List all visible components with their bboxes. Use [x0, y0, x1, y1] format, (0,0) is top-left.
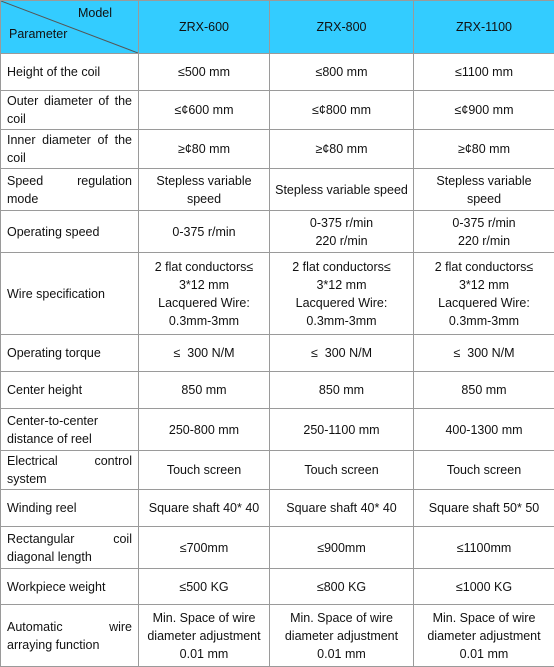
cell-line: ≤800 KG [274, 578, 409, 596]
cell-line: 220 r/min [418, 232, 550, 250]
cell-line: 0.01 mm [418, 645, 550, 663]
row-label: Automatic wire arraying function [1, 605, 139, 667]
cell-zrx-1100 [414, 335, 554, 372]
cell-line: 2 flat conductors≤ [274, 258, 409, 276]
header-row [1, 1, 554, 54]
row-label: Operating torque [1, 335, 139, 372]
cell-line: Touch screen [418, 461, 550, 479]
cell-line: ≤1000 KG [418, 578, 550, 596]
cell-line: diameter adjustment [274, 627, 409, 645]
row-operating-speed [1, 211, 554, 253]
row-inner-diameter [1, 130, 554, 169]
row-height-of-coil [1, 54, 554, 91]
cell-zrx-600 [139, 91, 270, 130]
cell-line: 0-375 r/min [143, 223, 265, 241]
cell-line: diameter adjustment [143, 627, 265, 645]
row-label: Wire specification [1, 253, 139, 335]
cell-zrx-800 [270, 451, 414, 490]
cell-line: 0-375 r/min [274, 214, 409, 232]
cell-line: ≤¢800 mm [274, 101, 409, 119]
cell-line: Stepless variable [143, 172, 265, 190]
cell-line: 0.01 mm [274, 645, 409, 663]
cell-zrx-600 [139, 527, 270, 569]
cell-zrx-1100 [414, 409, 554, 451]
cell-line: Min. Space of wire [274, 609, 409, 627]
row-label: Center height [1, 372, 139, 409]
cell-line: speed [418, 190, 550, 208]
cell-line: 400-1300 mm [418, 421, 550, 439]
cell-line: 3*12 mm [143, 276, 265, 294]
cell-line: ≤800 mm [274, 63, 409, 81]
cell-zrx-800 [270, 253, 414, 335]
cell-line: 850 mm [274, 381, 409, 399]
cell-line: Touch screen [274, 461, 409, 479]
cell-line: Square shaft 50* 50 [418, 499, 550, 517]
row-center-height [1, 372, 554, 409]
row-wire-specification [1, 253, 554, 335]
cell-line: ≤900mm [274, 539, 409, 557]
row-outer-diameter [1, 91, 554, 130]
cell-line: 850 mm [143, 381, 265, 399]
row-speed-regulation-mode [1, 169, 554, 211]
cell-zrx-1100 [414, 130, 554, 169]
cell-line: ≥¢80 mm [274, 140, 409, 158]
row-label: Center-to-center distance of reel [1, 409, 139, 451]
row-label: Speed regulation mode [1, 169, 139, 211]
cell-zrx-1100 [414, 490, 554, 527]
cell-line: ≤500 KG [143, 578, 265, 596]
cell-zrx-1100 [414, 169, 554, 211]
cell-zrx-600 [139, 372, 270, 409]
cell-zrx-600 [139, 130, 270, 169]
cell-line: ≤¢900 mm [418, 101, 550, 119]
cell-line: ≤ 300 N/M [274, 344, 409, 362]
row-label: Winding reel [1, 490, 139, 527]
cell-line: 2 flat conductors≤ [143, 258, 265, 276]
cell-line: 0.3mm-3mm [418, 312, 550, 330]
header-parameter-label: Parameter [9, 25, 67, 43]
cell-line: ≤¢600 mm [143, 101, 265, 119]
cell-zrx-600 [139, 169, 270, 211]
row-workpiece-weight [1, 569, 554, 605]
cell-zrx-1100 [414, 253, 554, 335]
cell-zrx-800 [270, 527, 414, 569]
cell-line: 2 flat conductors≤ [418, 258, 550, 276]
cell-line: Min. Space of wire [418, 609, 550, 627]
cell-zrx-600 [139, 409, 270, 451]
cell-line: Stepless variable [418, 172, 550, 190]
cell-zrx-800 [270, 169, 414, 211]
cell-zrx-1100 [414, 372, 554, 409]
cell-line: 220 r/min [274, 232, 409, 250]
cell-zrx-600 [139, 335, 270, 372]
cell-zrx-1100 [414, 211, 554, 253]
cell-line: ≤ 300 N/M [418, 344, 550, 362]
row-label: Height of the coil [1, 54, 139, 91]
cell-line: ≤1100 mm [418, 63, 550, 81]
cell-zrx-600 [139, 569, 270, 605]
cell-zrx-800 [270, 91, 414, 130]
cell-zrx-800 [270, 372, 414, 409]
cell-zrx-1100 [414, 605, 554, 667]
row-center-to-center-distance [1, 409, 554, 451]
cell-zrx-800 [270, 409, 414, 451]
row-winding-reel [1, 490, 554, 527]
cell-line: 3*12 mm [274, 276, 409, 294]
cell-zrx-600 [139, 451, 270, 490]
cell-zrx-800 [270, 605, 414, 667]
cell-zrx-1100 [414, 569, 554, 605]
header-corner-cell [1, 1, 139, 54]
cell-line: ≤ 300 N/M [143, 344, 265, 362]
cell-zrx-800 [270, 130, 414, 169]
cell-line: speed [143, 190, 265, 208]
cell-line: 250-800 mm [143, 421, 265, 439]
cell-line: diameter adjustment [418, 627, 550, 645]
row-label: Rectangular coil diagonal length [1, 527, 139, 569]
cell-line: 0.3mm-3mm [274, 312, 409, 330]
cell-line: Touch screen [143, 461, 265, 479]
cell-line: ≥¢80 mm [418, 140, 550, 158]
cell-line: 0.01 mm [143, 645, 265, 663]
row-operating-torque [1, 335, 554, 372]
header-model-zrx-800: ZRX-800 [270, 1, 414, 54]
cell-zrx-800 [270, 490, 414, 527]
cell-zrx-800 [270, 54, 414, 91]
cell-line: Square shaft 40* 40 [143, 499, 265, 517]
cell-line: Min. Space of wire [143, 609, 265, 627]
cell-line: 250-1100 mm [274, 421, 409, 439]
cell-line: 850 mm [418, 381, 550, 399]
row-rectangular-coil-diagonal [1, 527, 554, 569]
header-model-label: Model [78, 4, 112, 22]
cell-zrx-600 [139, 54, 270, 91]
row-electrical-control-system [1, 451, 554, 490]
header-model-zrx-600: ZRX-600 [139, 1, 270, 54]
cell-line: Stepless variable speed [274, 181, 409, 199]
header-model-zrx-1100: ZRX-1100 [414, 1, 554, 54]
cell-zrx-1100 [414, 91, 554, 130]
cell-zrx-800 [270, 335, 414, 372]
cell-zrx-800 [270, 569, 414, 605]
cell-line: ≤1100mm [418, 539, 550, 557]
cell-zrx-1100 [414, 54, 554, 91]
cell-line: 3*12 mm [418, 276, 550, 294]
cell-line: ≥¢80 mm [143, 140, 265, 158]
cell-zrx-1100 [414, 527, 554, 569]
row-automatic-wire-arraying [1, 605, 554, 667]
cell-line: ≤700mm [143, 539, 265, 557]
cell-zrx-800 [270, 211, 414, 253]
cell-line: 0.3mm-3mm [143, 312, 265, 330]
cell-zrx-600 [139, 490, 270, 527]
row-label: Inner diameter of the coil [1, 130, 139, 169]
cell-zrx-1100 [414, 451, 554, 490]
row-label: Operating speed [1, 211, 139, 253]
row-label: Outer diameter of the coil [1, 91, 139, 130]
cell-zrx-600 [139, 211, 270, 253]
cell-line: Lacquered Wire: [274, 294, 409, 312]
cell-line: Square shaft 40* 40 [274, 499, 409, 517]
row-label: Workpiece weight [1, 569, 139, 605]
cell-line: 0-375 r/min [418, 214, 550, 232]
cell-line: ≤500 mm [143, 63, 265, 81]
cell-zrx-600 [139, 253, 270, 335]
cell-line: Lacquered Wire: [418, 294, 550, 312]
row-label: Electrical control system [1, 451, 139, 490]
cell-line: Lacquered Wire: [143, 294, 265, 312]
cell-zrx-600 [139, 605, 270, 667]
